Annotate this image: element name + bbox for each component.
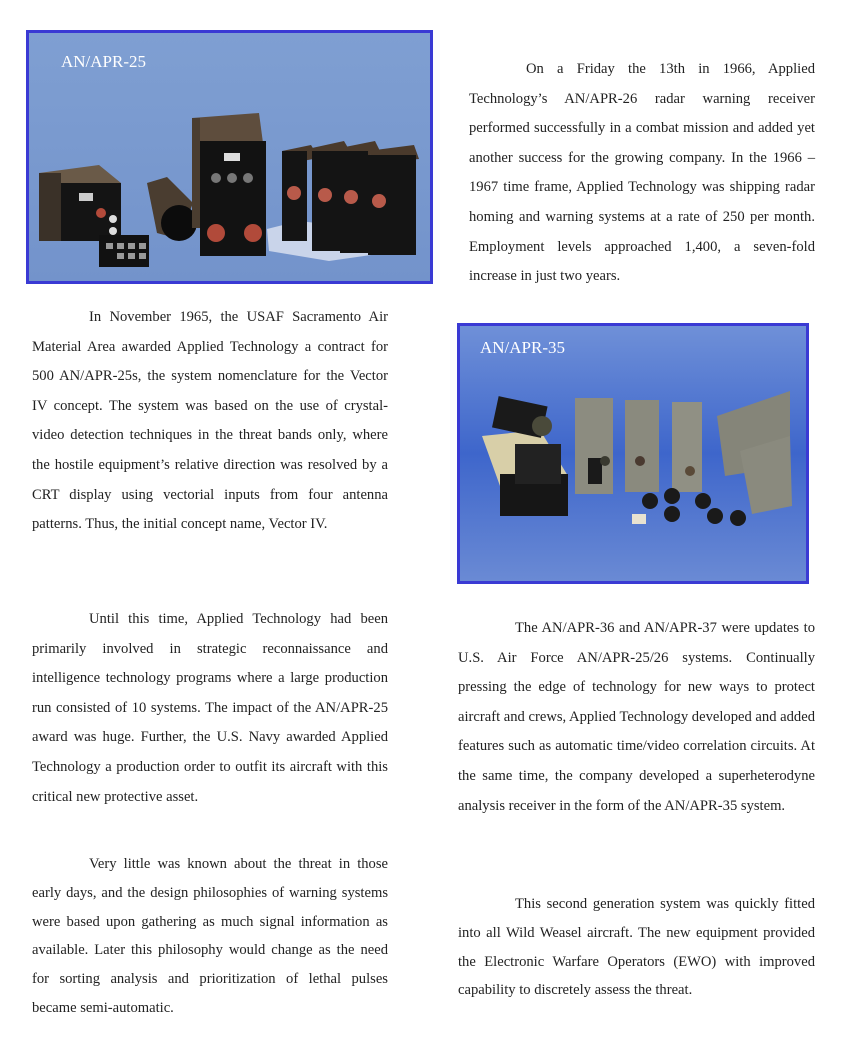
figure-an-apr-35 — [457, 323, 809, 584]
right-column-top — [469, 55, 815, 292]
module-units — [282, 141, 419, 255]
paragraph: Very little was known about the threat in those early days, and the design philosophies of warning systems were based upon gathering as much signal information as available. Later this philosophy would change as the need for sorting analysis and prioritization of lethal pulses became semi-automatic. — [32, 856, 388, 1016]
figure-an-apr-25 — [26, 30, 433, 284]
paragraph: On a Friday the 13th in 1966, Applied Technology’s AN/APR-26 radar warning receiver performed successfully in a combat mission and added yet another success for the growing company. In the 1966 – 1967 time frame, Applied Technology was shipping radar homing and warning systems at a rate of 250 per month. Employment levels approached 1,400, a seven-fold increase in just two years. — [469, 61, 815, 285]
figure-caption: AN/APR-25 — [61, 52, 147, 71]
control-box — [39, 165, 121, 241]
keypad-unit — [99, 235, 149, 267]
paragraph: In November 1965, the USAF Sacramento Air Material Area awarded Applied Technology a contract for 500 AN/APR-25s, the system nomenclature for the Vector IV concept. The system was based on the use of crystal-video detection techniques in the threat bands only, where the hostile equipment’s relative direction was resolved by a CRT display using vectorial inputs from four antenna patterns. Thus, the initial concept name, Vector IV. — [32, 309, 388, 533]
paragraph: Until this time, Applied Technology had been primarily involved in strategic reconnaissance and intelligence technology programs where a large production run consisted of 10 systems. The impact of the AN/APR-25 award was huge. Further, the U.S. Navy awarded Applied Technology a production order to outfit its aircraft with this critical new protective asset. — [32, 611, 388, 805]
receiver-unit — [192, 113, 266, 256]
paragraph: This second generation system was quickly fitted into all Wild Weasel aircraft. The new equipment provided the Electronic Warfare Operators (EWO) with improved capability to discretely assess the threat. — [458, 896, 815, 999]
equipment-photo-apr35 — [460, 326, 806, 581]
figure-caption: AN/APR-35 — [480, 338, 566, 357]
paragraph: The AN/APR-36 and AN/APR-37 were updates to U.S. Air Force AN/APR-25/26 systems. Continually pressing the edge of technology for new ways to protect aircraft and crews, Applied Technology developed and added features such as automatic time/video correlation circuits. At the same time, the company developed a superheterodyne analysis receiver in the form of the AN/APR-35 system. — [458, 620, 815, 814]
